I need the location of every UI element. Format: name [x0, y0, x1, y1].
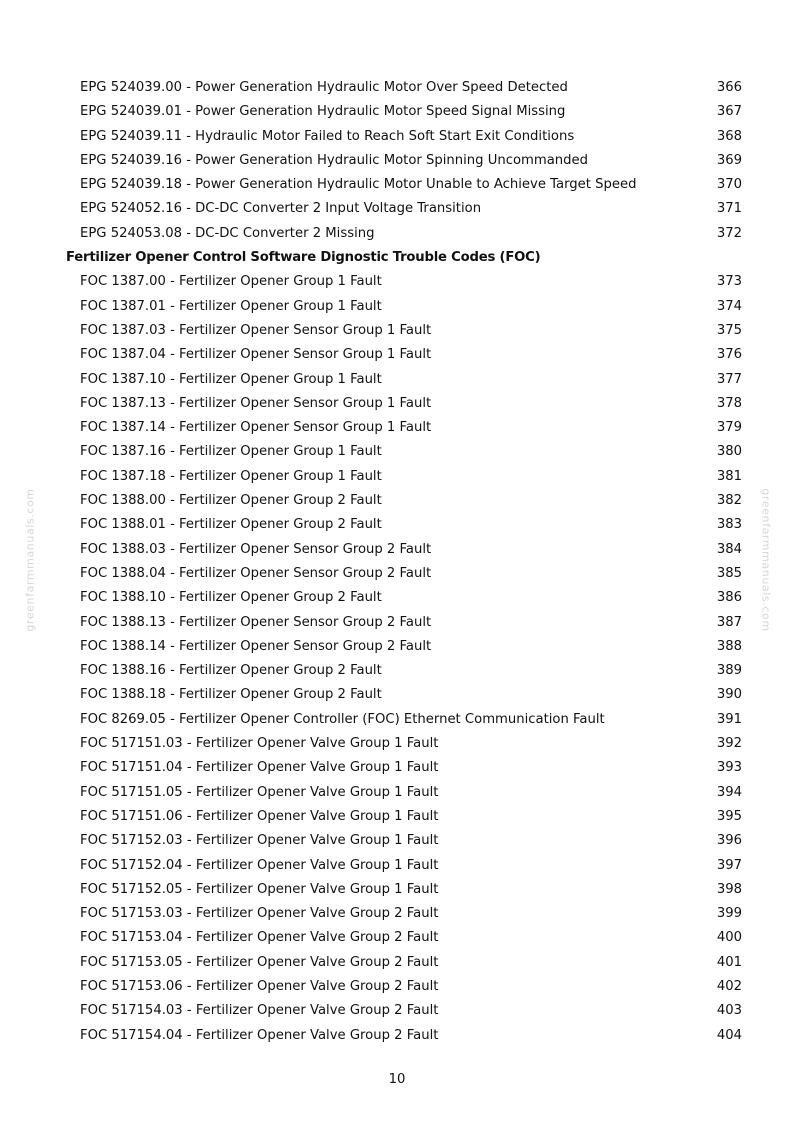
toc-entry[interactable]	[0, 878, 794, 902]
toc-entry-page-number: 387	[716, 614, 742, 630]
toc-entry-title: EPG 524039.01 - Power Generation Hydraulic Motor Speed Signal Missing	[80, 104, 566, 120]
toc-entry[interactable]	[0, 635, 794, 659]
toc-entry[interactable]	[0, 756, 794, 780]
toc-entry-title: FOC 1387.01 - Fertilizer Opener Group 1 Fault	[80, 298, 382, 314]
toc-entry-title: FOC 517153.03 - Fertilizer Opener Valve Group 2 Fault	[80, 906, 439, 922]
toc-entry-page-number: 388	[716, 638, 742, 654]
toc-entry[interactable]	[0, 926, 794, 950]
toc-entry[interactable]	[0, 319, 794, 343]
toc-entry[interactable]	[0, 538, 794, 562]
toc-entry[interactable]	[0, 611, 794, 635]
toc-entry-title: EPG 524039.11 - Hydraulic Motor Failed to Reach Soft Start Exit Conditions	[80, 128, 575, 144]
toc-entry[interactable]	[0, 173, 794, 197]
toc-entry-page-number: 404	[716, 1027, 742, 1043]
toc-entry-page-number: 398	[716, 881, 742, 897]
toc-entry[interactable]	[0, 975, 794, 999]
toc-entry-page-number: 386	[716, 590, 742, 606]
toc-entry-page-number: 366	[716, 80, 742, 95]
toc-entry-page-number: 376	[716, 347, 742, 363]
toc-entry-page-number: 372	[716, 225, 742, 241]
toc-entry-page-number: 392	[716, 736, 742, 752]
toc-entry[interactable]	[0, 659, 794, 683]
toc-entry-title: FOC 517151.04 - Fertilizer Opener Valve Group 1 Fault	[80, 760, 439, 776]
toc-entry-page-number: 391	[716, 711, 742, 727]
toc-entry-title: FOC 1387.03 - Fertilizer Opener Sensor Group 1 Fault	[80, 322, 432, 338]
toc-entry[interactable]	[0, 999, 794, 1023]
toc-entry-title: FOC 1388.01 - Fertilizer Opener Group 2 Fault	[80, 517, 382, 533]
toc-entry-title: FOC 517151.03 - Fertilizer Opener Valve Group 1 Fault	[80, 736, 439, 752]
toc-entry-page-number: 390	[716, 687, 742, 703]
toc-entry-page-number: 399	[716, 906, 742, 922]
toc-entry[interactable]	[0, 440, 794, 464]
toc-entry[interactable]	[0, 513, 794, 537]
toc-entry-page-number: 382	[716, 493, 742, 509]
toc-entry-page-number: 400	[716, 930, 742, 946]
toc-entry-page-number: 380	[716, 444, 742, 460]
toc-entry-title: FOC 517154.03 - Fertilizer Opener Valve Group 2 Fault	[80, 1003, 439, 1019]
toc-entry[interactable]	[0, 1024, 794, 1048]
toc-entry-page-number: 395	[716, 808, 742, 824]
toc-entry[interactable]	[0, 343, 794, 367]
toc-entry-page-number: 401	[716, 954, 742, 970]
toc-entry[interactable]	[0, 465, 794, 489]
section-heading-title: Fertilizer Opener Control Software Dignostic Trouble Codes (FOC)	[66, 250, 541, 266]
toc-entry[interactable]	[0, 368, 794, 392]
toc-entry-title: FOC 1387.14 - Fertilizer Opener Sensor Group 1 Fault	[80, 420, 432, 436]
toc-entry[interactable]	[0, 805, 794, 829]
toc-entry-title: FOC 1388.00 - Fertilizer Opener Group 2 Fault	[80, 493, 382, 509]
toc-entry-title: FOC 1387.16 - Fertilizer Opener Group 1 Fault	[80, 444, 382, 460]
toc-entry[interactable]	[0, 197, 794, 221]
toc-entry-page-number: 384	[716, 541, 742, 557]
toc-entry[interactable]	[0, 951, 794, 975]
toc-entry-title: FOC 1388.13 - Fertilizer Opener Sensor Group 2 Fault	[80, 614, 432, 630]
toc-entry[interactable]	[0, 489, 794, 513]
toc-entry-title: FOC 517153.06 - Fertilizer Opener Valve Group 2 Fault	[80, 978, 439, 994]
watermark-right: greenfarmmanuals.com	[759, 488, 773, 632]
toc-entry-page-number: 374	[716, 298, 742, 314]
toc-entry-page-number: 394	[716, 784, 742, 800]
toc-entry-title: EPG 524039.18 - Power Generation Hydraulic Motor Unable to Achieve Target Speed	[80, 177, 637, 193]
table-of-contents	[0, 76, 794, 1048]
toc-entry-page-number: 375	[716, 322, 742, 338]
toc-entry-page-number: 373	[716, 274, 742, 290]
page-number: 10	[388, 1072, 406, 1087]
toc-entry-title: FOC 1388.03 - Fertilizer Opener Sensor Group 2 Fault	[80, 541, 432, 557]
toc-entry-title: FOC 517154.04 - Fertilizer Opener Valve Group 2 Fault	[80, 1027, 439, 1043]
toc-entry-title: FOC 1388.18 - Fertilizer Opener Group 2 Fault	[80, 687, 382, 703]
toc-entry[interactable]	[0, 854, 794, 878]
toc-entry-page-number: 383	[716, 517, 742, 533]
toc-entry[interactable]	[0, 222, 794, 246]
toc-entry-title: FOC 1387.10 - Fertilizer Opener Group 1 Fault	[80, 371, 382, 387]
toc-entry-title: FOC 1388.10 - Fertilizer Opener Group 2 Fault	[80, 590, 382, 606]
toc-entry[interactable]	[0, 416, 794, 440]
toc-entry-page-number: 369	[716, 152, 742, 168]
toc-entry[interactable]	[0, 562, 794, 586]
toc-entry-title: FOC 517152.03 - Fertilizer Opener Valve Group 1 Fault	[80, 833, 439, 849]
toc-entry-page-number: 367	[716, 104, 742, 120]
toc-entry-page-number: 397	[716, 857, 742, 873]
toc-entry-title: FOC 517152.05 - Fertilizer Opener Valve Group 1 Fault	[80, 881, 439, 897]
toc-entry-title: FOC 517151.05 - Fertilizer Opener Valve Group 1 Fault	[80, 784, 439, 800]
toc-entry-page-number: 381	[716, 468, 742, 484]
toc-entry-title: FOC 8269.05 - Fertilizer Opener Controller (FOC) Ethernet Communication Fault	[80, 711, 605, 727]
toc-entry-page-number: 378	[716, 395, 742, 411]
toc-entry-title: EPG 524039.16 - Power Generation Hydraulic Motor Spinning Uncommanded	[80, 152, 589, 168]
toc-entry[interactable]	[0, 100, 794, 124]
toc-entry-title: FOC 517151.06 - Fertilizer Opener Valve Group 1 Fault	[80, 808, 439, 824]
toc-entry[interactable]	[0, 76, 794, 100]
toc-entry-title: EPG 524052.16 - DC-DC Converter 2 Input Voltage Transition	[80, 201, 482, 217]
toc-entry-title: FOC 517153.05 - Fertilizer Opener Valve Group 2 Fault	[80, 954, 439, 970]
toc-entry-page-number: 393	[716, 760, 742, 776]
toc-entry[interactable]	[0, 683, 794, 707]
toc-entry-title: FOC 1387.13 - Fertilizer Opener Sensor Group 1 Fault	[80, 395, 432, 411]
watermark-left: greenfarmmanuals.com	[23, 488, 37, 632]
toc-entry[interactable]	[0, 586, 794, 610]
toc-entry[interactable]	[0, 902, 794, 926]
toc-entry[interactable]	[0, 149, 794, 173]
toc-entry-title: FOC 1387.04 - Fertilizer Opener Sensor Group 1 Fault	[80, 347, 432, 363]
toc-entry-title: FOC 1387.18 - Fertilizer Opener Group 1 Fault	[80, 468, 382, 484]
toc-entry-page-number: 379	[716, 420, 742, 436]
toc-entry-title: FOC 517152.04 - Fertilizer Opener Valve Group 1 Fault	[80, 857, 439, 873]
toc-entry[interactable]	[0, 270, 794, 294]
toc-entry[interactable]	[0, 781, 794, 805]
toc-entry-title: FOC 1387.00 - Fertilizer Opener Group 1 Fault	[80, 274, 382, 290]
toc-entry[interactable]	[0, 829, 794, 853]
toc-entry-title: FOC 1388.16 - Fertilizer Opener Group 2 Fault	[80, 663, 382, 679]
toc-entry-page-number: 402	[716, 978, 742, 994]
toc-entry-page-number: 389	[716, 663, 742, 679]
toc-entry-title: EPG 524053.08 - DC-DC Converter 2 Missing	[80, 225, 375, 241]
toc-entry-page-number: 368	[716, 128, 742, 144]
toc-entry-page-number: 385	[716, 565, 742, 581]
toc-entry[interactable]	[0, 392, 794, 416]
toc-entry[interactable]	[0, 125, 794, 149]
toc-entry-page-number: 370	[716, 177, 742, 193]
toc-entry[interactable]	[0, 295, 794, 319]
toc-entry-page-number: 377	[716, 371, 742, 387]
toc-section-heading	[0, 246, 794, 270]
toc-entry[interactable]	[0, 708, 794, 732]
toc-entry-title: FOC 517153.04 - Fertilizer Opener Valve Group 2 Fault	[80, 930, 439, 946]
toc-entry-page-number: 371	[716, 201, 742, 217]
toc-entry-title: FOC 1388.04 - Fertilizer Opener Sensor Group 2 Fault	[80, 565, 432, 581]
toc-entry-title: FOC 1388.14 - Fertilizer Opener Sensor Group 2 Fault	[80, 638, 432, 654]
toc-entry[interactable]	[0, 732, 794, 756]
toc-entry-page-number: 403	[716, 1003, 742, 1019]
toc-entry-page-number: 396	[716, 833, 742, 849]
toc-entry-title: EPG 524039.00 - Power Generation Hydraulic Motor Over Speed Detected	[80, 80, 568, 95]
